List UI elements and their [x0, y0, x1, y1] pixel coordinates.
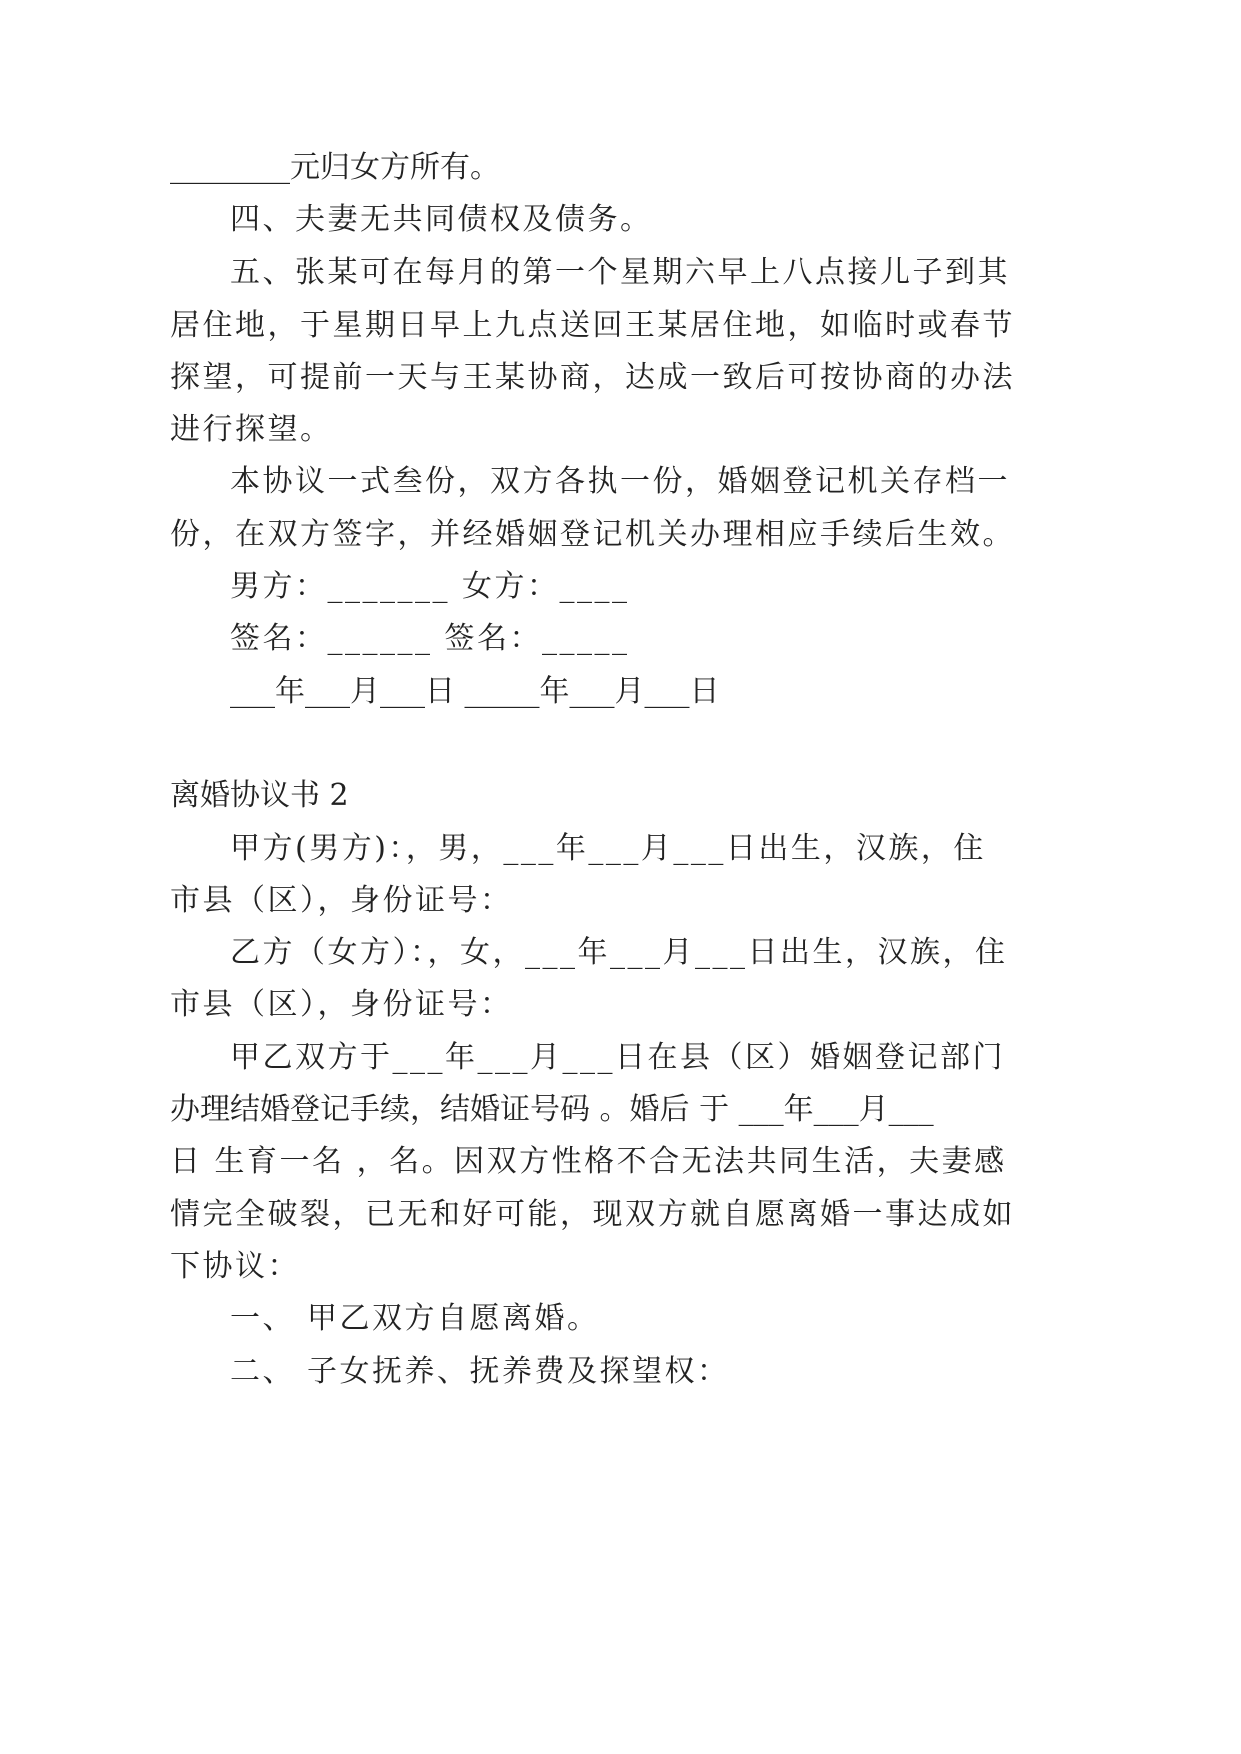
text-line: 日 生育一名 ，名。因双方性格不合无法共同生活，夫妻感 [170, 1144, 1007, 1179]
text-line: ________元归女方所有。 [170, 150, 500, 185]
text-line: 乙方（女方）：，女，___年___月___日出生，汉族，住 [230, 935, 1008, 970]
text-line: 探望，可提前一天与王某协商，达成一致后可按协商的办法 [170, 360, 1015, 395]
text-line: 甲方(男方)：，男，___年___月___日出生，汉族，住 [230, 831, 986, 866]
signature-line-name: 签名：______ 签名：_____ [230, 621, 630, 656]
text-line: 市县（区），身份证号： [170, 883, 513, 918]
text-line: 五、张某可在每月的第一个星期六早上八点接儿子到其 [230, 255, 1010, 290]
text-line: 本协议一式叁份，双方各执一份，婚姻登记机关存档一 [230, 464, 1010, 499]
text-line: 下协议： [170, 1249, 300, 1284]
text-line: 市县（区），身份证号： [170, 987, 513, 1022]
list-item: 二、 子女抚养、抚养费及探望权： [230, 1354, 730, 1389]
text-line: 情完全破裂，已无和好可能，现双方就自愿离婚一事达成如 [170, 1197, 1015, 1232]
section-title: 离婚协议书 2 [170, 778, 349, 813]
text-line: 居住地，于星期日早上九点送回王某居住地，如临时或春节 [170, 308, 1015, 343]
text-line: 办理结婚登记手续，结婚证号码 。婚后 于 ___年___月___ [170, 1092, 934, 1127]
list-item: 一、 甲乙双方自愿离婚。 [230, 1301, 600, 1336]
signature-line-date: ___年___月___日 _____年___月___日 [230, 674, 720, 709]
text-line: 四、夫妻无共同债权及债务。 [230, 202, 653, 237]
text-line: 甲乙双方于___年___月___日在县（区）婚姻登记部门 [230, 1040, 1005, 1075]
text-line: 进行探望。 [170, 412, 333, 447]
signature-line-party: 男方：_______ 女方：____ [230, 569, 630, 604]
text-line: 份，在双方签字，并经婚姻登记机关办理相应手续后生效。 [170, 517, 1015, 552]
